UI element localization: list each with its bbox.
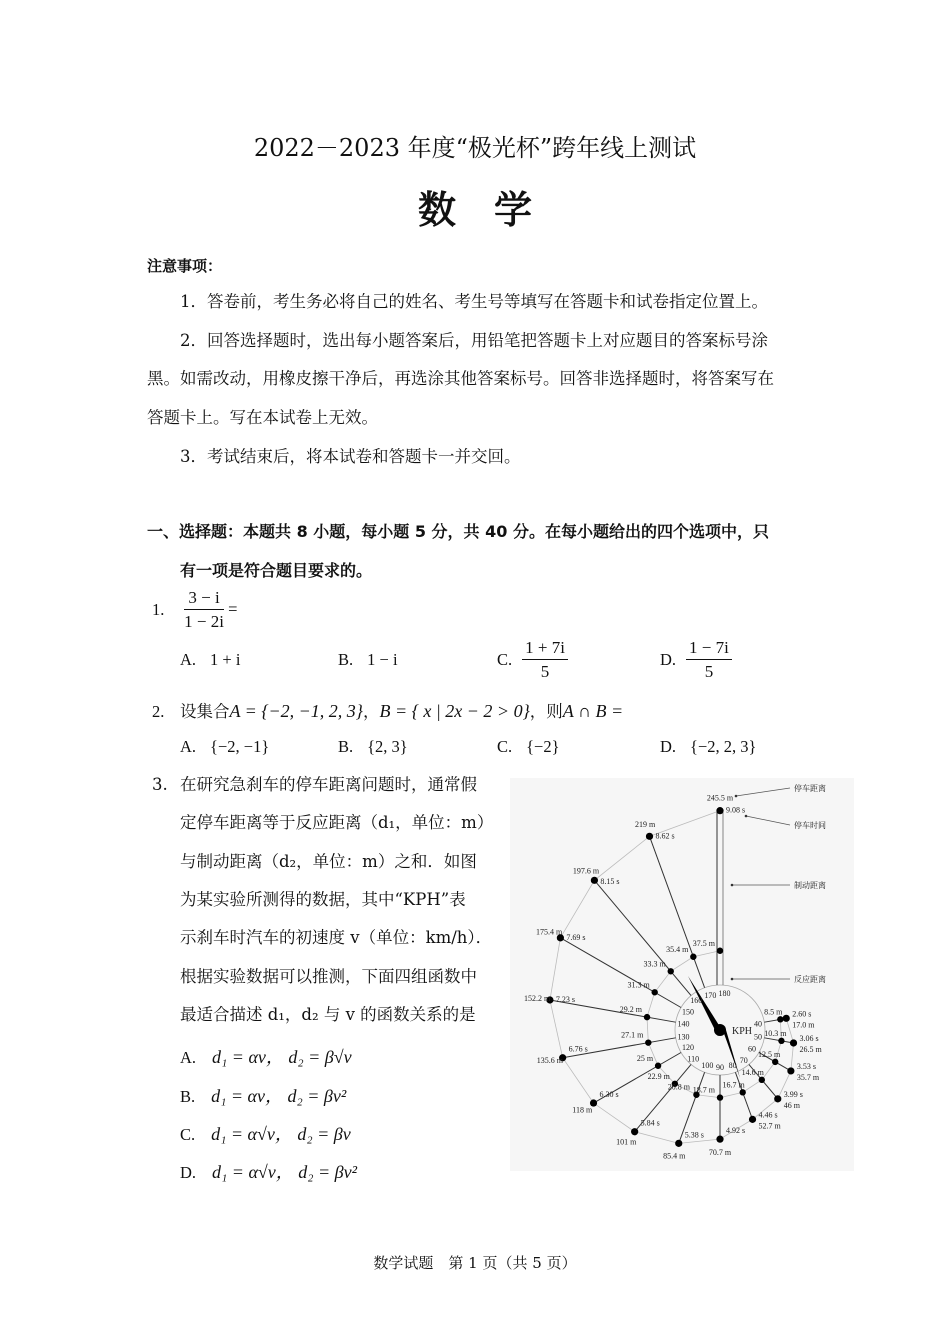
denominator: 5: [540, 662, 550, 681]
reaction-distance-label: 27.1 m: [621, 1030, 644, 1040]
intersection: A ∩ B =: [562, 701, 624, 721]
speed-tick-label: 130: [677, 1032, 690, 1042]
stop-distance-label: 245.5 m: [706, 793, 734, 803]
stop-distance-label: 85.4 m: [663, 1151, 686, 1161]
notice-line: 1．答卷前，考生务必将自己的姓名、考生号等填写在答题卡和试卷指定位置上。: [180, 292, 768, 311]
stop-time-label: 7.69 s: [566, 932, 586, 942]
q2-option-a[interactable]: [180, 737, 269, 757]
reaction-distance-label: 18.7 m: [692, 1085, 715, 1095]
arrow-head-icon: [731, 884, 734, 887]
notice-line: 黑。如需改动，用橡皮擦干净后，再选涂其他答案标号。回答非选择题时，将答案写在: [147, 369, 774, 388]
section-heading: 有一项是符合题目要求的。: [180, 561, 373, 580]
set-b: B = { x | 2x − 2 > 0}: [379, 701, 530, 721]
speed-tick-label: 110: [687, 1054, 700, 1064]
q3-line: 示刹车时汽车的初速度 v（单位：km/h）．: [180, 928, 493, 947]
speed-tick-label: 150: [681, 1007, 694, 1017]
speed-tick-label: 170: [704, 991, 717, 1001]
option-text: {2, 3}: [367, 737, 408, 756]
stop-distance-label: 118 m: [572, 1105, 593, 1115]
reaction-distance-label: 31.3 m: [627, 980, 650, 990]
stop-time-label: 5.84 s: [640, 1118, 660, 1128]
speed-tick-label: 70: [739, 1055, 748, 1065]
q3-line: 与制动距离（d₂，单位：m）之和．如图: [180, 852, 477, 871]
stop-distance-point: [774, 1095, 781, 1102]
exam-title: 2022－2023 年度“极光杯”跨年线上测试: [253, 134, 697, 162]
option-text: {−2, −1}: [210, 737, 270, 756]
option-fraction: [686, 638, 732, 681]
speed-line: [594, 880, 691, 995]
option-key: A.: [180, 737, 197, 756]
numerator: 1 + 7i: [522, 638, 568, 660]
q2-text: 设集合: [180, 702, 230, 721]
stop-time-label: 3.06 s: [799, 1033, 819, 1043]
reaction-distance-label: 33.3 m: [643, 959, 666, 969]
speed-tick-label: 140: [677, 1019, 690, 1029]
q3-option-d[interactable]: [180, 1158, 357, 1184]
annotation-stop-distance: 停车距离: [794, 784, 826, 793]
option-text: d₁ = α√v， d₂ = βv: [211, 1124, 351, 1144]
stop-distance-spiral: [550, 811, 794, 1144]
q1-number: 1.: [152, 599, 165, 619]
stop-distance-point: [787, 1067, 794, 1074]
option-key: B.: [180, 1087, 196, 1106]
q3-line: 在研究急刹车的停车距离问题时，通常假: [180, 775, 477, 794]
q1-option-b[interactable]: [338, 650, 398, 670]
reaction-distance-label: 16.7 m: [722, 1080, 745, 1090]
speed-tick-label: 60: [748, 1044, 757, 1054]
reaction-distance-label: 20.8 m: [667, 1082, 690, 1092]
stop-distance-label: 219 m: [634, 820, 656, 830]
reaction-distance-label: 35.4 m: [666, 944, 689, 954]
stop-distance-point: [790, 1039, 797, 1046]
stop-time-label: 3.53 s: [796, 1061, 817, 1071]
reaction-distance-point: [717, 948, 723, 954]
speed-tick-label: 100: [701, 1060, 714, 1070]
q3-number: 3.: [152, 775, 168, 794]
stop-time-label: 6.30 s: [599, 1090, 619, 1100]
reaction-distance-point: [717, 1094, 723, 1100]
q2-then: ，则: [529, 702, 563, 721]
reaction-distance-point: [777, 1016, 783, 1022]
q3-line: 根据实验数据可以推测，下面四组函数中: [180, 967, 477, 986]
annotation-brake-distance: 制动距离: [794, 881, 826, 890]
center-label: KPH: [732, 1026, 753, 1037]
reaction-distance-point: [644, 1014, 650, 1020]
q3-option-b[interactable]: [180, 1082, 346, 1108]
option-text: d₁ = αv， d₂ = β√v: [212, 1047, 352, 1067]
stop-distance-label: 152.2 m: [524, 993, 551, 1003]
subject-title: 数 学: [417, 188, 532, 232]
q1-option-d[interactable]: [660, 638, 732, 681]
reaction-distance-point: [778, 1038, 784, 1044]
reaction-distance-point: [645, 1039, 651, 1045]
reaction-distance-label: 14.6 m: [741, 1067, 764, 1077]
arrow-head-icon: [731, 978, 734, 981]
stop-time-label: 8.62 s: [655, 831, 675, 841]
q2-option-d[interactable]: [660, 737, 756, 757]
reaction-distance-point: [651, 989, 657, 995]
reaction-distance-label: 29.2 m: [619, 1005, 643, 1015]
q2-option-b[interactable]: [338, 737, 408, 757]
page-footer: 数学试题 第 1 页（共 5 页）: [373, 1254, 577, 1272]
option-key: D.: [660, 649, 677, 669]
reaction-distance-point: [772, 1059, 778, 1065]
annotation-arrow: [746, 816, 790, 825]
stop-distance-point: [749, 1116, 756, 1123]
option-key: A.: [180, 650, 197, 669]
stop-distance-label: 70.7 m: [708, 1148, 732, 1158]
stop-distance-label: 101 m: [616, 1137, 637, 1147]
notice-line: 2．回答选择题时，选出每小题答案后，用铅笔把答题卡上对应题目的答案标号涂: [180, 331, 768, 350]
reaction-distance-label: 12.5 m: [757, 1049, 781, 1059]
q3-line: 定停车距离等于反应距离（d₁，单位：m）: [180, 813, 494, 832]
option-key: B.: [338, 650, 354, 669]
option-key: B.: [338, 737, 354, 756]
stop-distance-label: 135.6 m: [536, 1056, 563, 1066]
option-key: D.: [660, 737, 677, 756]
stop-distance-label: 52.7 m: [758, 1121, 781, 1131]
annotation-arrow: [736, 788, 790, 796]
denominator: 1 − 2i: [184, 612, 224, 631]
speed-line: [735, 1072, 752, 1119]
stop-distance-label: 26.5 m: [799, 1044, 822, 1054]
reaction-distance-label: 8.5 m: [764, 1007, 783, 1017]
needle-hub: [714, 1024, 726, 1036]
reaction-distance-point: [739, 1089, 745, 1095]
q1-option-c[interactable]: [497, 638, 568, 681]
stop-time-label: 6.76 s: [568, 1044, 588, 1054]
section-heading: 一、选择题：本题共 8 小题，每小题 5 分，共 40 分。在每小题给出的四个选项中，只: [147, 522, 769, 541]
option-key: C.: [180, 1125, 196, 1144]
stop-distance-point: [646, 833, 653, 840]
q2-number: 2.: [152, 702, 165, 721]
stop-time-label: 3.99 s: [783, 1089, 803, 1099]
speed-tick-label: 160: [690, 996, 703, 1006]
numerator: 3 − i: [184, 588, 224, 610]
reaction-distance-point: [655, 1063, 661, 1069]
speed-tick-label: 120: [681, 1043, 694, 1052]
braking-diagram: [510, 778, 854, 1171]
q1-fraction: [184, 588, 224, 631]
speed-tick-label: 50: [753, 1032, 762, 1042]
speed-line: [560, 938, 681, 1008]
stop-time-label: 4.46 s: [758, 1110, 778, 1120]
q2-option-c[interactable]: [497, 737, 560, 757]
reaction-distance-label: 25 m: [636, 1053, 654, 1063]
stop-distance-point: [783, 1015, 790, 1022]
reaction-distance-point: [759, 1077, 765, 1083]
option-text: 1 + i: [210, 650, 241, 669]
option-text: {−2}: [526, 737, 560, 756]
stop-distance-label: 197.6 m: [572, 866, 600, 876]
option-fraction: [522, 638, 568, 681]
stop-distance-point: [591, 877, 598, 884]
q3-option-a[interactable]: [180, 1043, 352, 1069]
q1: [152, 588, 237, 631]
stop-distance-label: 17.0 m: [792, 1020, 815, 1030]
stop-distance-label: 175.4 m: [536, 927, 563, 937]
stop-time-label: 7.23 s: [555, 995, 576, 1005]
arrow-head-icon: [745, 815, 748, 818]
q3-line: 为某实验所测得的数据，其中“KPH”表: [180, 890, 466, 909]
option-key: D.: [180, 1163, 197, 1182]
stop-distance-point: [716, 1136, 723, 1143]
arrow-head-icon: [735, 795, 738, 798]
stop-distance-label: 46 m: [783, 1100, 801, 1110]
q3-option-c[interactable]: [180, 1120, 351, 1146]
option-key: A.: [180, 1048, 197, 1067]
stop-time-label: 5.38 s: [684, 1130, 704, 1140]
stop-time-label: 4.92 s: [726, 1126, 746, 1136]
speed-tick-label: 180: [718, 989, 731, 998]
notice-line: 答题卡上。写在本试卷上无效。: [147, 408, 378, 427]
stop-time-label: 8.15 s: [600, 876, 620, 886]
option-text: d₁ = α√v， d₂ = βv²: [212, 1162, 358, 1182]
option-text: {−2, 2, 3}: [690, 737, 757, 756]
annotation-reaction-distance: 反应距离: [794, 975, 826, 984]
stop-time-label: 2.60 s: [792, 1009, 812, 1019]
option-text: 1 − i: [367, 650, 398, 669]
reaction-distance-label: 22.9 m: [647, 1071, 670, 1081]
speed-tick-label: 90: [716, 1063, 724, 1072]
reaction-distance-point: [668, 968, 674, 974]
notice-line: 3．考试结束后，将本试卷和答题卡一并交回。: [180, 447, 521, 466]
set-a: A = {−2, −1, 2, 3}: [229, 701, 364, 721]
equals: =: [228, 599, 238, 619]
stop-distance-label: 35.7 m: [796, 1072, 820, 1082]
option-key: C.: [497, 737, 513, 756]
reaction-distance-label: 37.5 m: [692, 938, 715, 948]
speed-tick-label: 40: [753, 1019, 762, 1029]
braking-distance-figure: [510, 778, 854, 1171]
notice-heading: 注意事项：: [147, 257, 223, 275]
stop-distance-point: [716, 807, 723, 814]
q3-line: 最适合描述 d₁，d₂ 与 v 的函数关系的是: [180, 1005, 476, 1024]
stop-distance-point: [631, 1128, 638, 1135]
denominator: 5: [704, 662, 714, 681]
separator: ，: [363, 702, 380, 721]
stop-time-label: 9.08 s: [726, 805, 746, 815]
numerator: 1 − 7i: [686, 638, 732, 660]
q1-option-a[interactable]: [180, 650, 240, 670]
q2-stem: [152, 698, 623, 722]
option-key: C.: [497, 649, 513, 669]
option-text: d₁ = αv， d₂ = βv²: [211, 1086, 347, 1106]
speed-tick-label: 80: [728, 1060, 737, 1070]
annotation-stop-time: 停车时间: [794, 821, 826, 830]
stop-distance-point: [675, 1140, 682, 1147]
reaction-distance-point: [690, 954, 696, 960]
reaction-distance-label: 10.3 m: [764, 1028, 787, 1038]
